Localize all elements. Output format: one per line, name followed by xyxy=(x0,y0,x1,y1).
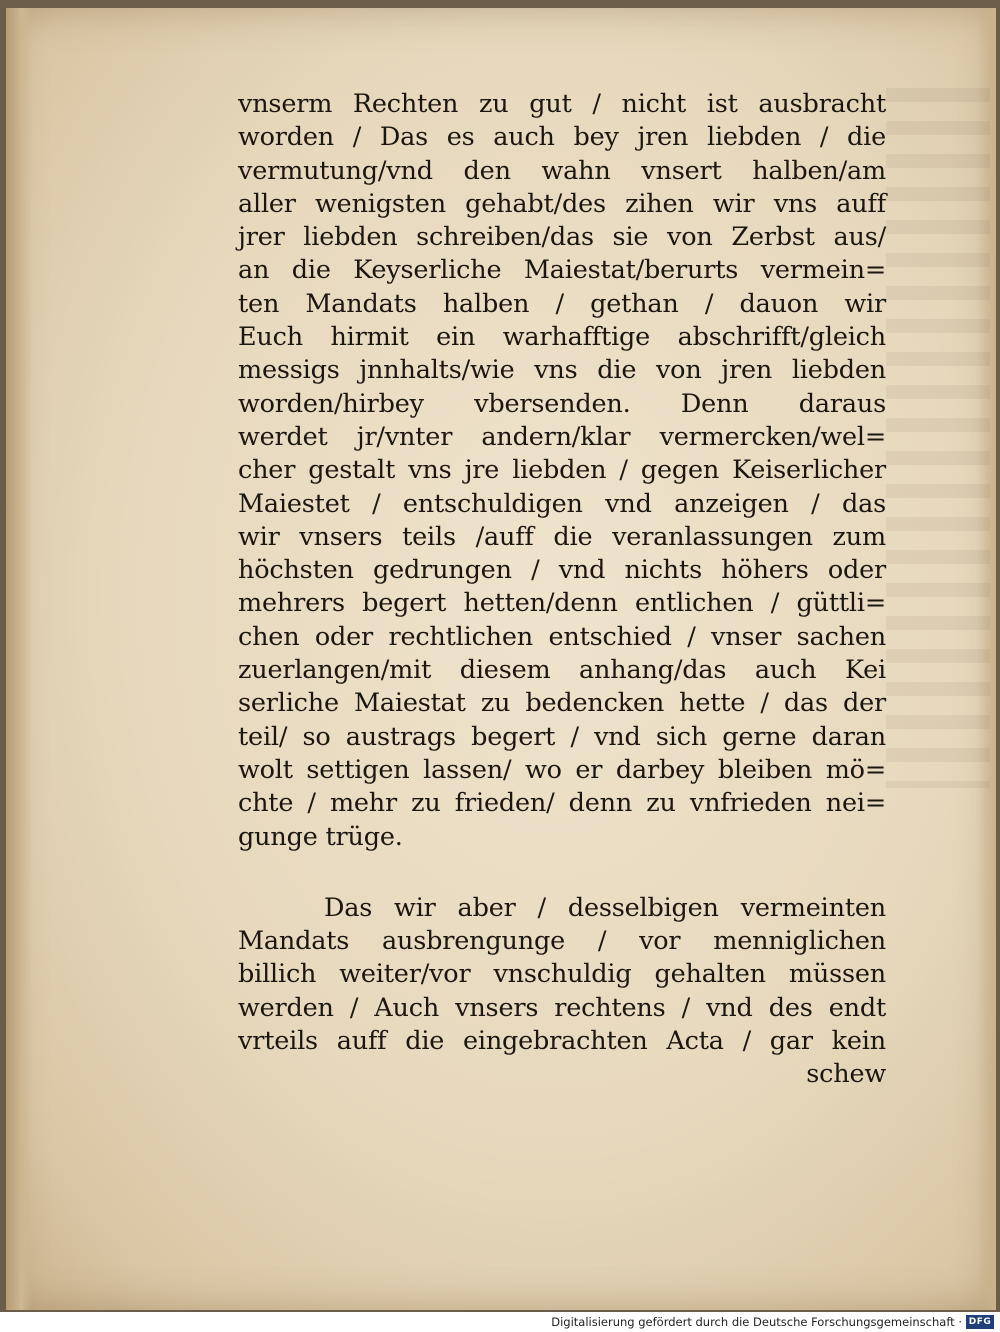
funding-credit: Digitalisierung gefördert durch die Deutsche Forschungsgemeinschaft · xyxy=(551,1315,962,1329)
text-line: werden / Auch vnsers rechtens / vnd des endt xyxy=(238,992,886,1023)
text-line: Euch hirmit ein warhafftige abschrifft/gleich xyxy=(238,322,886,353)
text-line: Maiestet / entschuldigen vnd anzeigen / das xyxy=(238,488,886,519)
text-line: mehrers begert hetten/denn entlichen / güttli= xyxy=(238,588,886,619)
paragraph-2 xyxy=(238,892,886,1092)
text-line: aller wenigsten gehabt/des zihen wir vns auff xyxy=(238,188,886,219)
text-line: Das wir aber / desselbigen vermeinten xyxy=(324,892,886,923)
text-line: zuerlangen/mit diesem anhang/das auch Kei xyxy=(238,655,886,686)
dfg-logo-icon: DFG xyxy=(966,1315,994,1329)
text-line: chte / mehr zu frieden/ denn zu vnfrieden nei= xyxy=(238,788,886,819)
text-line: werdet jr/vnter andern/klar vermercken/wel= xyxy=(238,421,886,452)
text-line: teil/ so austrags begert / vnd sich gerne daran xyxy=(238,721,886,752)
text-line: an die Keyserliche Maiestat/berurts vermein= xyxy=(238,255,886,286)
text-line: Mandats ausbrengunge / vor menniglichen xyxy=(238,926,886,957)
text-line: gunge trüge. xyxy=(238,821,403,852)
text-line: billich weiter/vor vnschuldig gehalten müssen xyxy=(238,959,886,990)
show-through-text xyxy=(886,88,990,788)
text-line: worden/hirbey vbersenden. Denn daraus xyxy=(238,388,886,419)
text-line: wolt settigen lassen/ wo er darbey bleiben mö= xyxy=(238,754,886,785)
footer-bar xyxy=(0,1312,1000,1332)
page-left-edge xyxy=(6,8,32,1310)
text-line: wir vnsers teils /auff die veranlassungen zum xyxy=(238,521,886,552)
text-line: vnserm Rechten zu gut / nicht ist ausbracht xyxy=(238,89,886,119)
text-line: vermutung/vnd den wahn vnsert halben/am xyxy=(238,155,886,186)
text-line: jrer liebden schreiben/das sie von Zerbst aus/ xyxy=(238,222,886,253)
text-line: worden / Das es auch bey jren liebden / die xyxy=(238,122,886,153)
text-line: ten Mandats halben / gethan / dauon wir xyxy=(238,288,886,319)
text-line: chen oder rechtlichen entschied / vnser sachen xyxy=(238,621,886,652)
text-line: serliche Maiestat zu bedencken hette / das der xyxy=(238,688,886,719)
text-line: messigs jnnhalts/wie vns die von jren liebden xyxy=(238,355,886,386)
text-line: höchsten gedrungen / vnd nichts höhers oder xyxy=(238,555,886,586)
paragraph-spacer xyxy=(238,854,886,892)
text-line: cher gestalt vns jre liebden / gegen Keiserlicher xyxy=(238,455,886,486)
paragraph-1 xyxy=(238,88,886,854)
catchword: schew xyxy=(806,1059,886,1090)
text-line: vrteils auff die eingebrachten Acta / gar kein xyxy=(238,1026,886,1057)
body-text xyxy=(238,88,886,1092)
